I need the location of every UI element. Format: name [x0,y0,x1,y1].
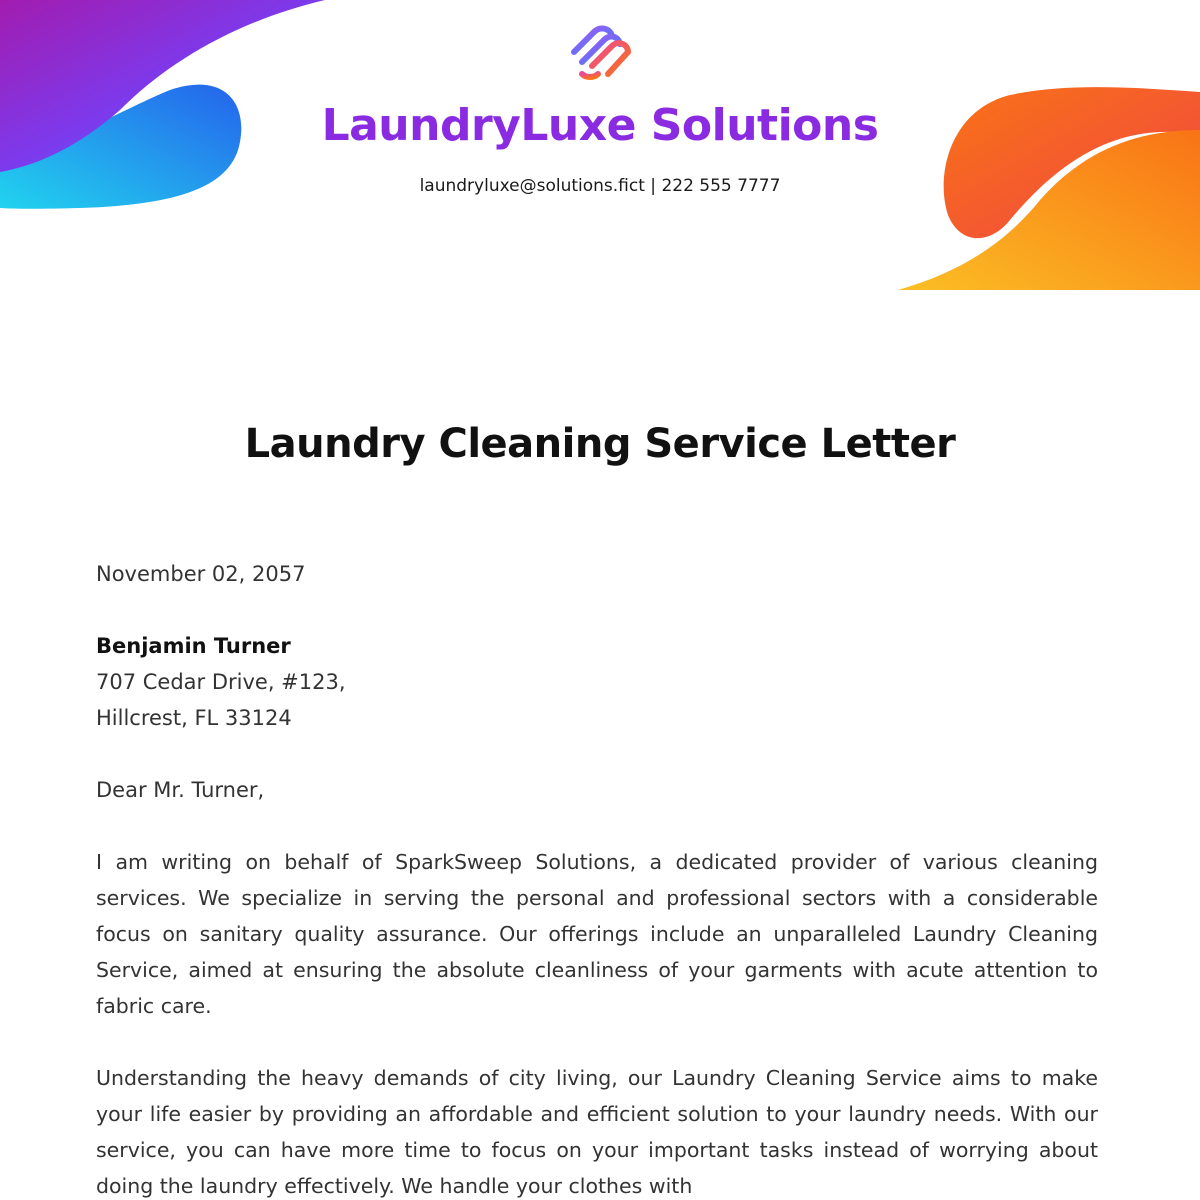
body-paragraph: Understanding the heavy demands of city living, our Laundry Cleaning Service aims to make your life easier by providing an affordable and efficient solution to your laundry needs. With our service, you can have more time to focus on your important tasks instead of worrying about doing the laundry effectively. We handle your clothes with [96,1066,1098,1198]
interlinked-stripes-logo-icon [566,22,638,82]
company-contact: laundryluxe@solutions.fict | 222 555 7777 [419,176,781,196]
letter-body [96,556,1098,1200]
letter-title: Laundry Cleaning Service Letter [244,421,956,467]
body-paragraph: I am writing on behalf of SparkSweep Solutions, a dedicated provider of various cleaning services. We specialize in serving the personal and professional sectors with a considerable focus on sanitary quality assurance. Our offerings include an unparalleled Laundry Cleaning Service, aimed at ensuring the absolute cleanliness of your garments with acute attention to fabric care. [96,850,1098,1018]
recipient-address-line1: 707 Cedar Drive, #123, [96,670,346,694]
recipient-address-line2: Hillcrest, FL 33124 [96,706,292,730]
recipient-block [96,628,1098,736]
letter-date: November 02, 2057 [96,562,306,586]
recipient-name: Benjamin Turner [96,634,291,658]
company-name: LaundryLuxe Solutions [321,100,879,151]
salutation: Dear Mr. Turner, [96,778,265,802]
